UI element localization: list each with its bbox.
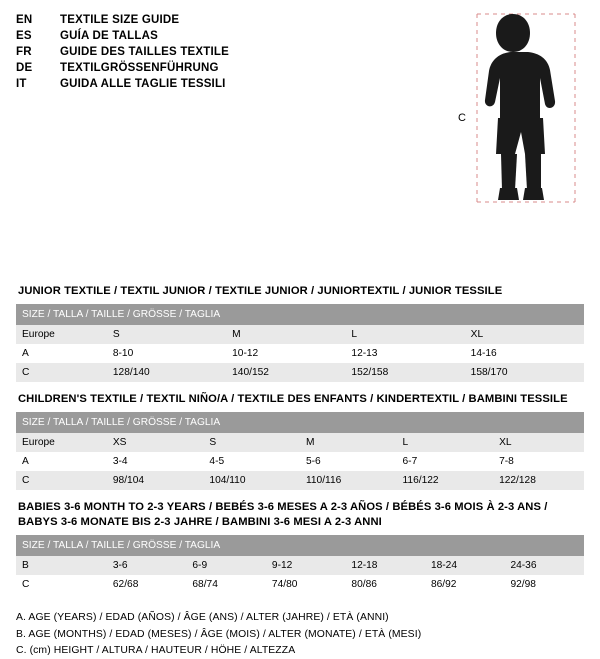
- cell: 5-6: [300, 452, 397, 471]
- language-row: [16, 14, 229, 30]
- row-label: C: [16, 471, 107, 490]
- cell: 3-4: [107, 452, 204, 471]
- language-code: EN: [16, 14, 33, 26]
- cell: 152/158: [345, 363, 464, 382]
- cell: L: [345, 325, 464, 344]
- table-header-row: [16, 535, 584, 556]
- language-code: FR: [16, 46, 32, 58]
- size-header-label: SIZE / TALLA / TAILLE / GRÖSSE / TAGLIA: [16, 412, 584, 433]
- cell: 86/92: [425, 575, 505, 594]
- row-label: B: [16, 556, 107, 575]
- table-row: [16, 556, 584, 575]
- cell: 14-16: [465, 344, 584, 363]
- row-label: A: [16, 344, 107, 363]
- cell: 158/170: [465, 363, 584, 382]
- cell: 140/152: [226, 363, 345, 382]
- legend: [16, 610, 584, 658]
- cell: M: [300, 433, 397, 452]
- language-title: TEXTILGRÖSSENFÜHRUNG: [60, 62, 219, 74]
- language-row: [16, 62, 229, 78]
- table-header-row: [16, 304, 584, 325]
- babies-size-table: [16, 535, 584, 594]
- language-code: IT: [16, 78, 27, 90]
- cell: L: [397, 433, 494, 452]
- language-row: [16, 30, 229, 46]
- language-row: [16, 78, 229, 94]
- children-size-table: [16, 412, 584, 490]
- legend-line-b: B. AGE (MONTHS) / EDAD (MESES) / ÂGE (MOIS) / ALTER (MONATE) / ETÀ (MESI): [16, 628, 422, 640]
- measurement-figure: [455, 8, 590, 208]
- table-row: [16, 471, 584, 490]
- cell: 110/116: [300, 471, 397, 490]
- table-row: [16, 433, 584, 452]
- cell: 68/74: [186, 575, 266, 594]
- table-row: [16, 363, 584, 382]
- cell: 62/68: [107, 575, 187, 594]
- cell: XS: [107, 433, 204, 452]
- language-title-body: [16, 14, 229, 94]
- measurement-label-c: C: [458, 112, 466, 124]
- language-title: GUIDE DES TAILLES TEXTILE: [60, 46, 229, 58]
- cell: 122/128: [493, 471, 584, 490]
- size-header-label: SIZE / TALLA / TAILLE / GRÖSSE / TAGLIA: [16, 535, 584, 556]
- size-header-label: SIZE / TALLA / TAILLE / GRÖSSE / TAGLIA: [16, 304, 584, 325]
- cell: 7-8: [493, 452, 584, 471]
- cell: 18-24: [425, 556, 505, 575]
- cell: 4-5: [203, 452, 300, 471]
- cell: S: [203, 433, 300, 452]
- cell: M: [226, 325, 345, 344]
- row-label: C: [16, 363, 107, 382]
- cell: XL: [465, 325, 584, 344]
- cell: 128/140: [107, 363, 226, 382]
- cell: 6-7: [397, 452, 494, 471]
- cell: 9-12: [266, 556, 346, 575]
- language-title-table: [16, 14, 229, 94]
- table-row: [16, 452, 584, 471]
- language-row: [16, 46, 229, 62]
- row-label: C: [16, 575, 107, 594]
- cell: 74/80: [266, 575, 346, 594]
- table-row: [16, 344, 584, 363]
- cell: 12-13: [345, 344, 464, 363]
- table-row: [16, 575, 584, 594]
- table-header-row: [16, 412, 584, 433]
- section-junior-textile: [16, 284, 584, 382]
- legend-line-a: A. AGE (YEARS) / EDAD (AÑOS) / ÂGE (ANS) / ALTER (JAHRE) / ETÀ (ANNI): [16, 612, 389, 624]
- toddler-silhouette-icon: [455, 8, 590, 208]
- cell: 8-10: [107, 344, 226, 363]
- cell: 98/104: [107, 471, 204, 490]
- section-childrens-textile: [16, 392, 584, 490]
- section-title: JUNIOR TEXTILE / TEXTIL JUNIOR / TEXTILE JUNIOR / JUNIORTEXTIL / JUNIOR TESSILE: [18, 285, 503, 297]
- language-code: ES: [16, 30, 32, 42]
- cell: S: [107, 325, 226, 344]
- row-label: Europe: [16, 433, 107, 452]
- language-title: GUIDA ALLE TAGLIE TESSILI: [60, 78, 226, 90]
- legend-line-c: C. (cm) HEIGHT / ALTURA / HAUTEUR / HÖHE / ALTEZZA: [16, 644, 296, 656]
- cell: 12-18: [345, 556, 425, 575]
- silhouette-body: [485, 14, 555, 200]
- cell: XL: [493, 433, 584, 452]
- cell: 92/98: [504, 575, 584, 594]
- section-title: BABIES 3-6 MONTH TO 2-3 YEARS / BEBÉS 3-6 MESES A 2-3 AÑOS / BÉBÉS 3-6 MOIS À 2-3 ANS / BABYS 3-6 MONATE BIS 2-3 JAHRE / BAMBINI 3-6 MESI A 2-3 ANNI: [18, 501, 548, 529]
- cell: 116/122: [397, 471, 494, 490]
- row-label: Europe: [16, 325, 107, 344]
- cell: 10-12: [226, 344, 345, 363]
- language-code: DE: [16, 62, 33, 74]
- table-row: [16, 325, 584, 344]
- cell: 3-6: [107, 556, 187, 575]
- section-babies-textile: [16, 500, 584, 594]
- cell: 24-36: [504, 556, 584, 575]
- cell: 80/86: [345, 575, 425, 594]
- row-label: A: [16, 452, 107, 471]
- language-title: GUÍA DE TALLAS: [60, 30, 158, 42]
- cell: 6-9: [186, 556, 266, 575]
- section-title: CHILDREN'S TEXTILE / TEXTIL NIÑO/A / TEXTILE DES ENFANTS / KINDERTEXTIL / BAMBINI TESSILE: [18, 393, 568, 406]
- cell: 104/110: [203, 471, 300, 490]
- junior-size-table: [16, 304, 584, 382]
- language-title: TEXTILE SIZE GUIDE: [60, 14, 180, 26]
